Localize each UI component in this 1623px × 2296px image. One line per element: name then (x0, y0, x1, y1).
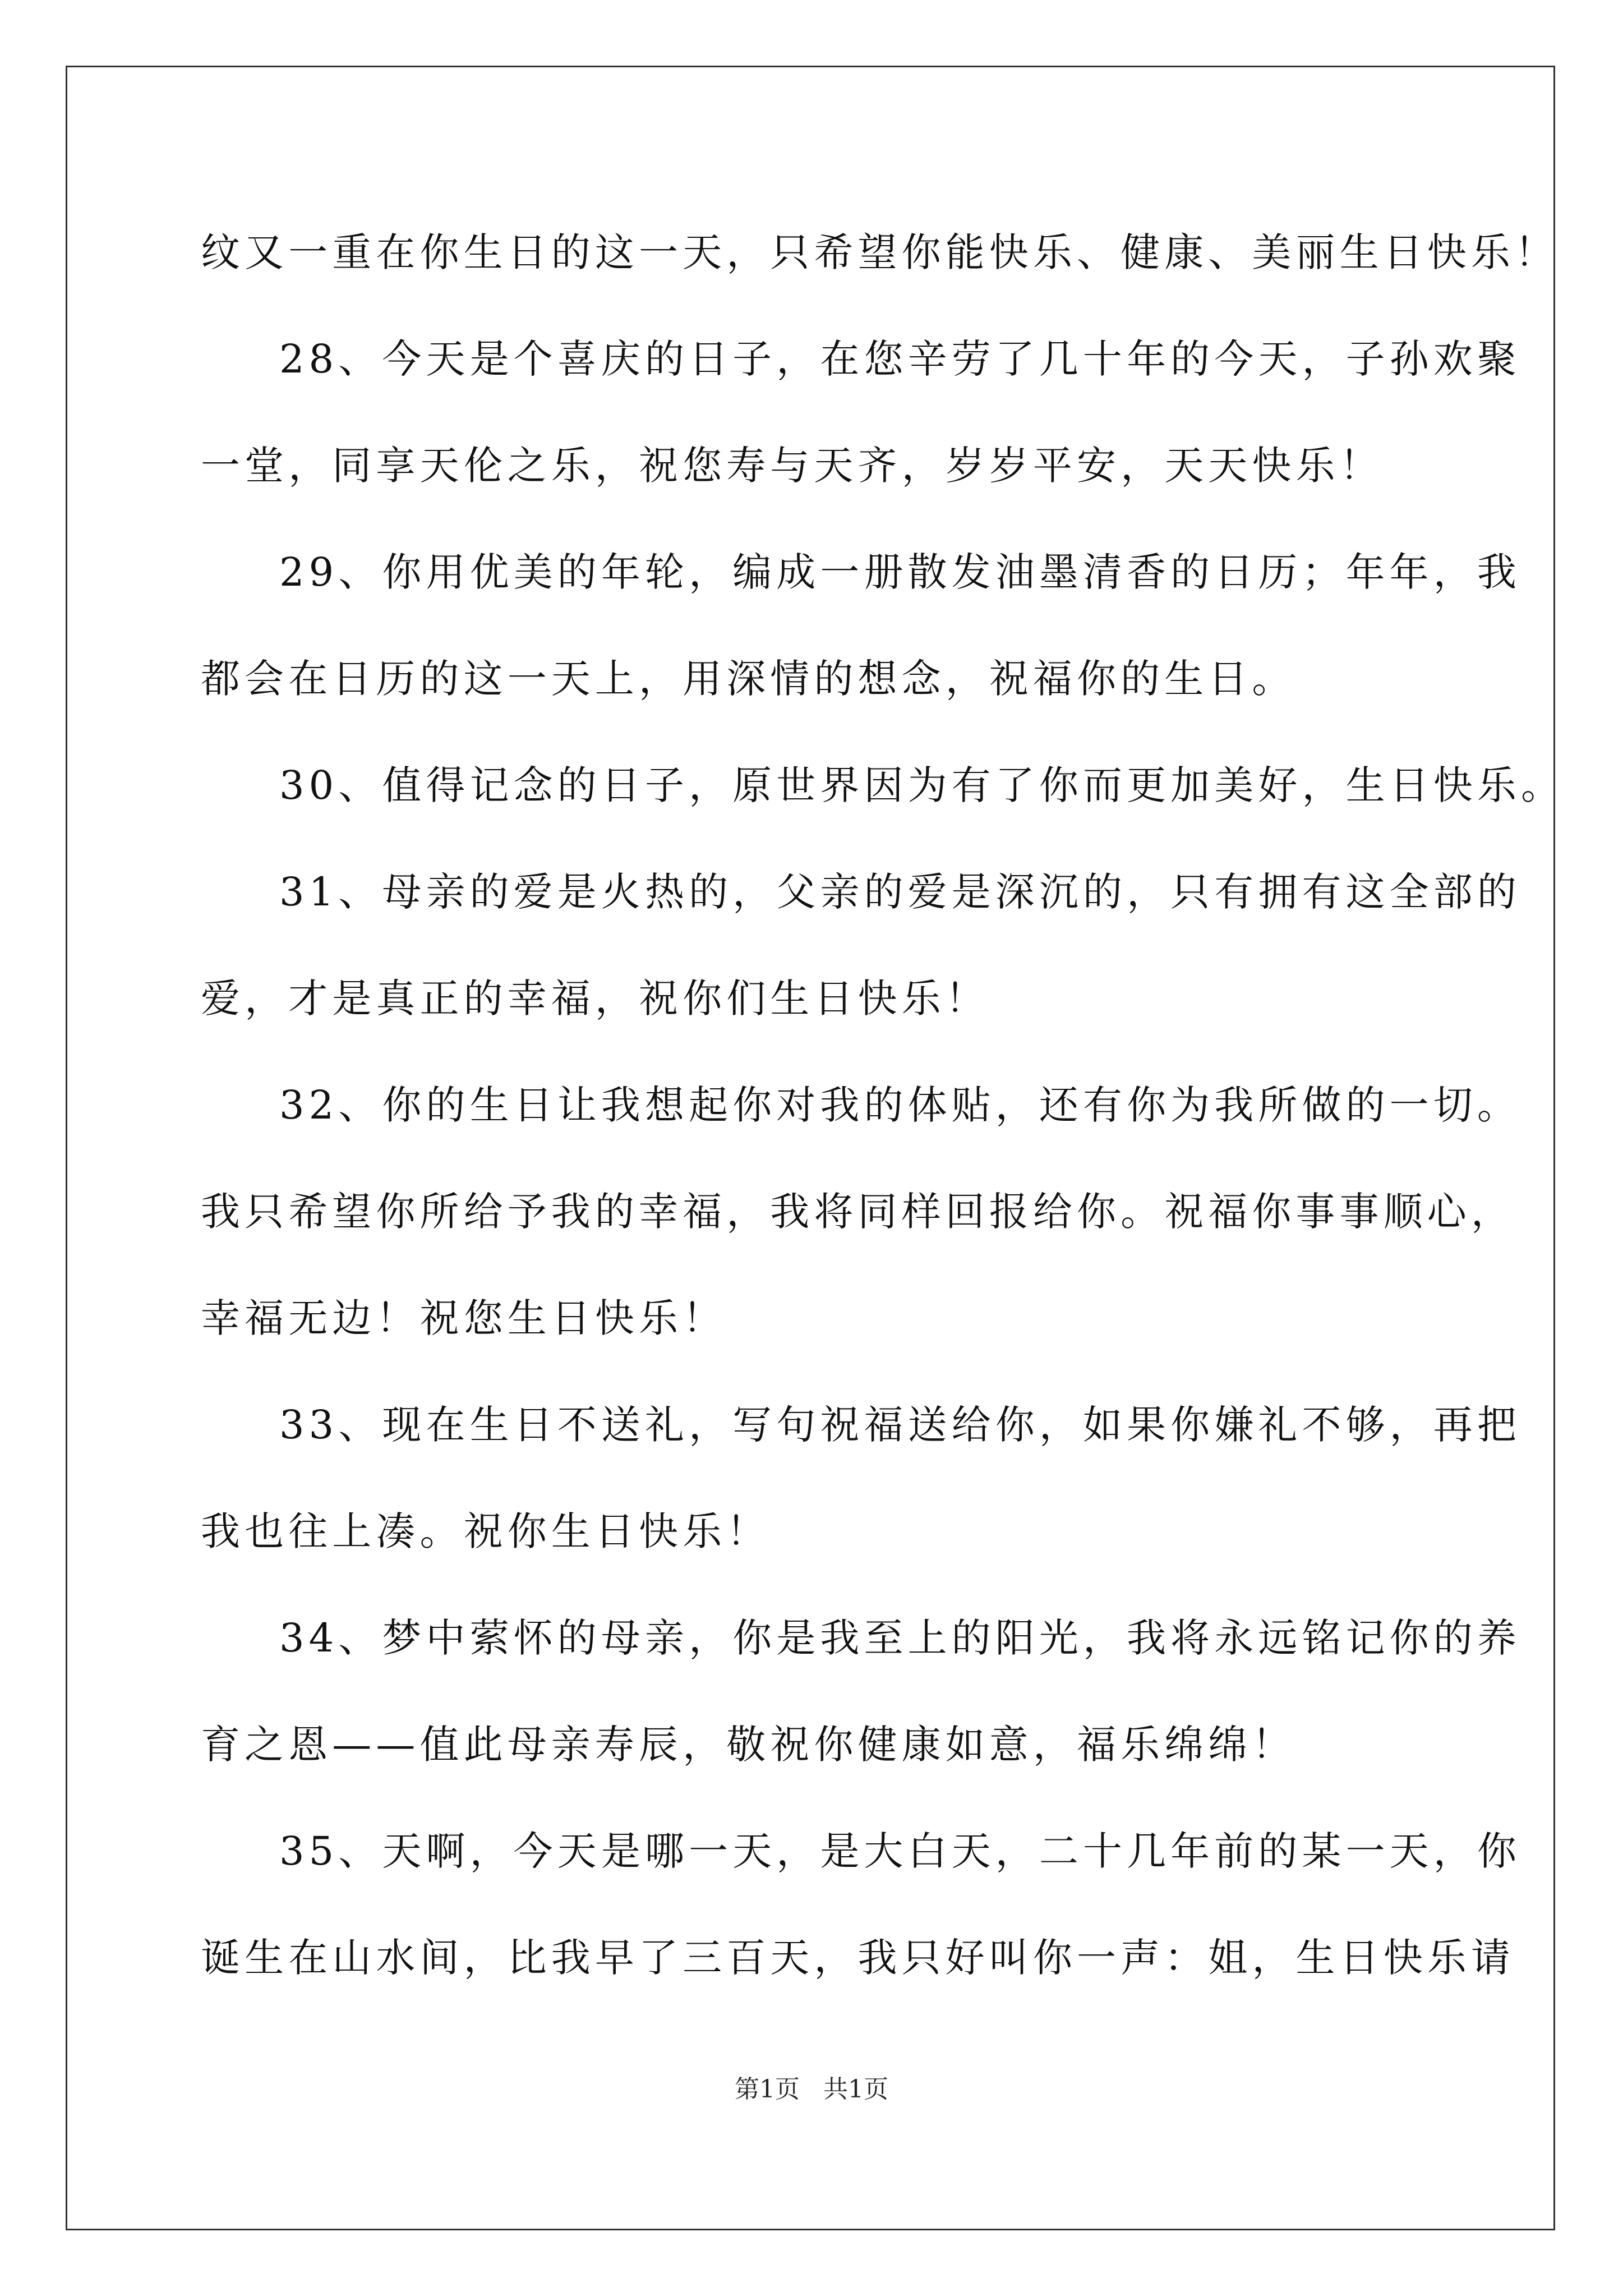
text-line: 28、今天是个喜庆的日子，在您辛劳了几十年的今天，子孙欢聚 (279, 336, 1521, 382)
text-line: 35、天啊，今天是哪一天，是大白天，二十几年前的某一天，你 (279, 1828, 1521, 1874)
text-line: 33、现在生日不送礼，写句祝福送给你，如果你嫌礼不够，再把 (279, 1402, 1521, 1448)
text-line: 诞生在山水间，比我早了三百天，我只好叫你一声：姐，生日快乐请 (201, 1935, 1515, 1981)
text-line: 29、你用优美的年轮，编成一册散发油墨清香的日历；年年，我 (279, 549, 1521, 595)
text-line: 一堂，同享天伦之乐，祝您寿与天齐，岁岁平安，天天快乐！ (201, 443, 1384, 489)
page-border (66, 66, 1555, 2230)
text-line: 育之恩——值此母亲寿辰，敬祝你健康如意，福乐绵绵！ (201, 1722, 1296, 1768)
text-line: 34、梦中萦怀的母亲，你是我至上的阳光，我将永远铭记你的养 (279, 1615, 1521, 1661)
text-line: 我也往上凑。祝你生日快乐！ (201, 1508, 771, 1554)
text-line: 32、你的生日让我想起你对我的体贴，还有你为我所做的一切。 (279, 1082, 1521, 1128)
text-line: 纹又一重在你生日的这一天，只希望你能快乐、健康、美丽生日快乐！ (201, 229, 1559, 275)
page-number-footer: 第1页 共1页 (735, 2075, 888, 2104)
text-line: 都会在日历的这一天上，用深情的想念，祝福你的生日。 (201, 656, 1296, 702)
text-line: 31、母亲的爱是火热的，父亲的爱是深沉的，只有拥有这全部的 (279, 869, 1521, 915)
text-line: 我只希望你所给予我的幸福，我将同样回报给你。祝福你事事顺心， (201, 1189, 1515, 1235)
text-line: 幸福无边！祝您生日快乐！ (201, 1295, 727, 1341)
text-line: 爱，才是真正的幸福，祝你们生日快乐！ (201, 976, 989, 1022)
text-line: 30、值得记念的日子，原世界因为有了你而更加美好，生日快乐。 (279, 762, 1565, 808)
